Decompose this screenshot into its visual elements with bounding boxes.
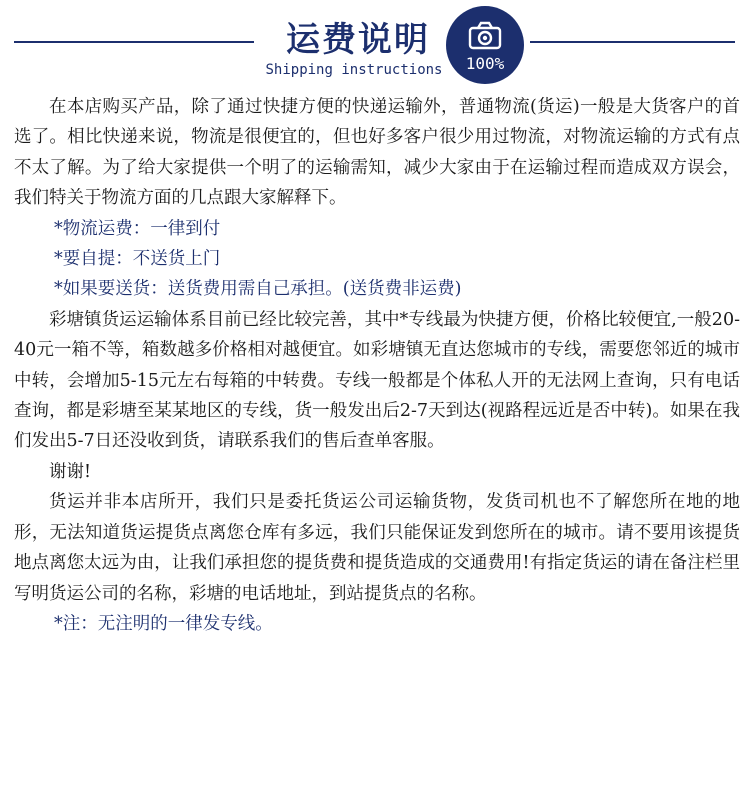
details-paragraph: 彩塘镇货运运输体系目前已经比较完善，其中*专线最为快捷方便，价格比较便宜,一般20-40元一箱不等，箱数越多价格相对越便宜。如彩塘镇无直达您城市的专线，需要您邻近的城市中转，会增加5-15元左右每箱的中转费。专线一般都是个体私人开的无法网上查询，只有电话查询，都是彩塘至某某地区的专线，货一般发出后2-7天到达(视路程远近是否中转)。如果在我们发出5-7日还没收到货，请联系我们的售后查单客服。 xyxy=(14,309,740,452)
footnote: *注：无注明的一律发专线。 xyxy=(54,613,273,634)
article-body xyxy=(14,92,740,639)
thanks-text: 谢谢! xyxy=(49,461,92,482)
note-delivery: *如果要送货：送货费用需自己承担。(送货费非运费) xyxy=(54,279,462,300)
badge-text: 100% xyxy=(465,54,505,73)
header-rule-right xyxy=(530,41,735,43)
note-pickup: *要自提：不送货上门 xyxy=(54,249,221,270)
header-rule-left xyxy=(14,41,254,43)
header xyxy=(0,0,750,88)
note-freight: *物流运费：一律到付 xyxy=(54,218,221,239)
camera-icon xyxy=(468,20,502,50)
page-title: 运费说明 xyxy=(286,20,430,60)
disclaimer-paragraph: 货运并非本店所开，我们只是委托货运公司运输货物，发货司机也不了解您所在地的地形，无法知道货运提货点离您仓库有多远，我们只能保证发到您所在的城市。请不要用该提货地点离您太远为由，让我们承担您的提货费和提货造成的交通费用!有指定货运的请在备注栏里写明货运公司的名称，彩塘的电话地址，到站提货点的名称。 xyxy=(14,492,740,604)
page-subtitle: Shipping instructions xyxy=(265,62,443,78)
badge xyxy=(446,6,524,84)
intro-paragraph: 在本店购买产品，除了通过快捷方便的快递运输外，普通物流(货运)一般是大货客户的首选了。相比快递来说，物流是很便宜的，但也好多客户很少用过物流，对物流运输的方式有点不太了解。为了给大家提供一个明了的运输需知，减少大家由于在运输过程而造成双方误会，我们特关于物流方面的几点跟大家解释下。 xyxy=(14,97,740,209)
